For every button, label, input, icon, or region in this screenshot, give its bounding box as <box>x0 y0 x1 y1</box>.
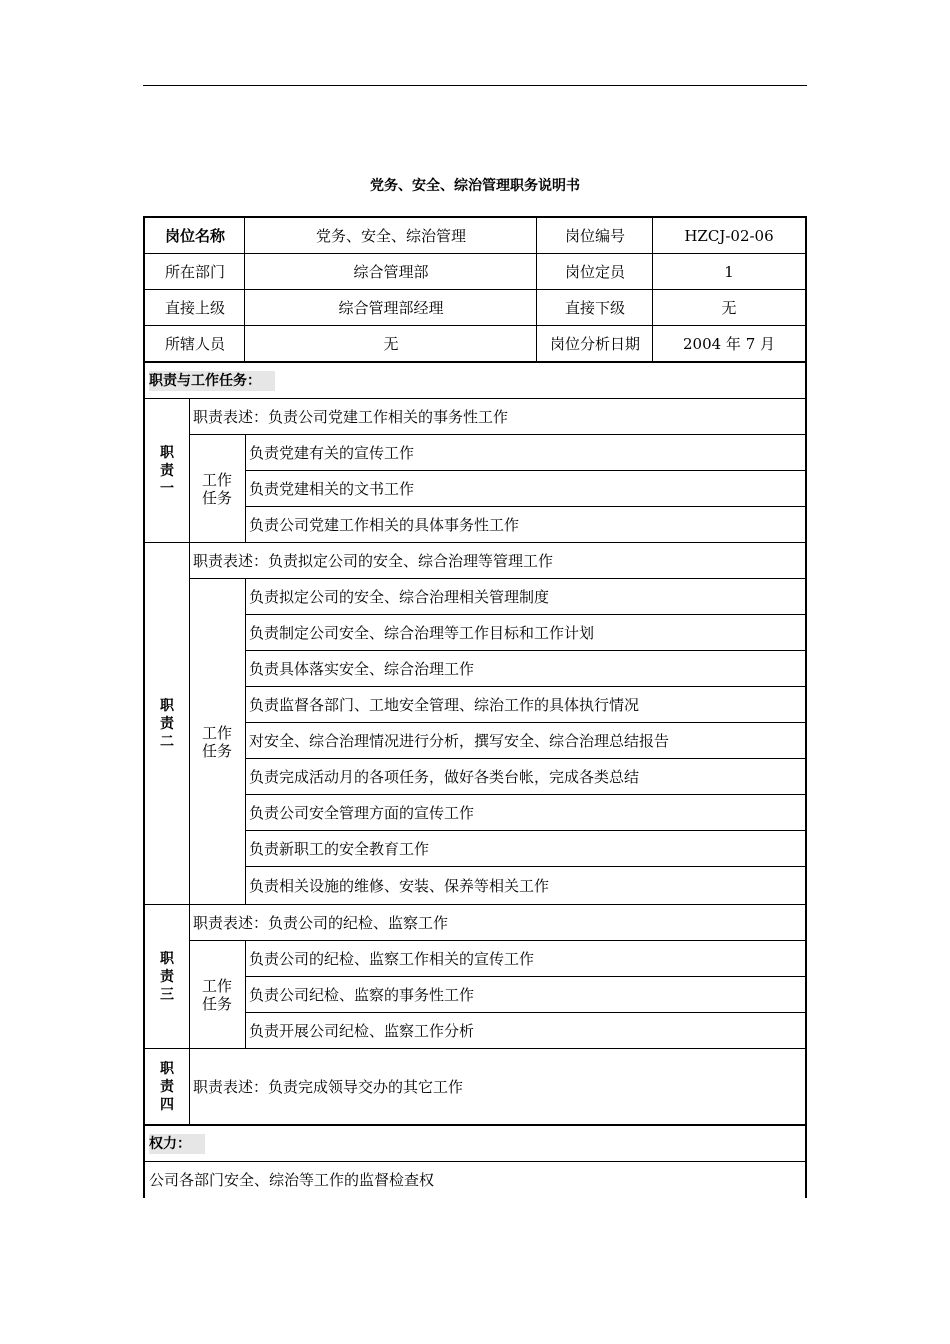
managed-staff-label: 所辖人员 <box>164 335 225 353</box>
authority-header-text: 权力： <box>149 1134 205 1154</box>
grid-line <box>145 361 805 363</box>
grid-line <box>189 434 805 435</box>
grid-line <box>145 1124 805 1126</box>
duty-1-task-label-cell <box>189 435 245 543</box>
grid-line <box>245 470 805 471</box>
duty-1-statement: 职责表述：负责公司党建工作相关的事务性工作 <box>193 408 509 426</box>
duty-2-task-7: 负责公司安全管理方面的宣传工作 <box>249 804 475 822</box>
duty-3-task-3: 负责开展公司纪检、监察工作分析 <box>249 1022 475 1040</box>
analysis-date-value: 2004 年 7 月 <box>682 335 776 353</box>
headcount-label: 岗位定员 <box>564 263 625 281</box>
duty-2-task-label: 工作任务 <box>201 724 232 760</box>
duties-section-header <box>145 363 805 399</box>
department-value: 综合管理部 <box>353 263 429 281</box>
analysis-date-label: 岗位分析日期 <box>549 335 640 353</box>
superior-value: 综合管理部经理 <box>338 299 444 317</box>
superior-label: 直接上级 <box>164 299 225 317</box>
duty-1-task-2: 负责党建相关的文书工作 <box>249 480 415 498</box>
duty-1-task-3: 负责公司党建工作相关的具体事务性工作 <box>249 516 520 534</box>
grid-line <box>245 650 805 651</box>
duty-4-label-cell <box>145 1049 189 1125</box>
grid-line <box>145 904 805 905</box>
managed-staff-value: 无 <box>383 335 399 353</box>
grid-line <box>245 758 805 759</box>
grid-line <box>245 686 805 687</box>
grid-line <box>245 435 246 543</box>
document-title: 党务、安全、综治管理职务说明书 <box>370 178 580 194</box>
grid-line <box>245 794 805 795</box>
grid-line <box>189 940 805 941</box>
duty-1-task-1: 负责党建有关的宣传工作 <box>249 444 415 462</box>
grid-line <box>245 941 246 1049</box>
duty-4-statement: 职责表述：负责完成领导交办的其它工作 <box>193 1078 464 1096</box>
duty-2-task-label-cell <box>189 579 245 905</box>
grid-line <box>536 218 537 363</box>
duty-3-label: 职责三 <box>159 951 174 1003</box>
subordinate-label: 直接下级 <box>564 299 625 317</box>
position-code-label: 岗位编号 <box>564 227 625 245</box>
grid-line <box>145 289 805 290</box>
authority-item-1: 公司各部门安全、综治等工作的监督检查权 <box>149 1171 435 1189</box>
duty-2-task-8: 负责新职工的安全教育工作 <box>249 840 430 858</box>
grid-line <box>245 866 805 867</box>
duty-2-statement: 职责表述：负责拟定公司的安全、综合治理等管理工作 <box>193 552 554 570</box>
grid-line <box>145 1048 805 1049</box>
grid-line <box>145 542 805 543</box>
grid-line <box>245 722 805 723</box>
grid-line <box>244 218 245 363</box>
duty-2-task-1: 负责拟定公司的安全、综合治理相关管理制度 <box>249 588 550 606</box>
job-description-table <box>143 216 807 1198</box>
department-label: 所在部门 <box>164 263 225 281</box>
duty-1-label: 职责一 <box>159 445 174 497</box>
subordinate-value: 无 <box>721 299 737 317</box>
duty-2-label: 职责二 <box>159 698 174 750</box>
duty-3-statement: 职责表述：负责公司的纪检、监察工作 <box>193 914 449 932</box>
position-name-label: 岗位名称 <box>164 227 225 245</box>
duty-2-label-cell <box>145 543 189 905</box>
header-rule <box>143 85 807 86</box>
authority-section-header <box>145 1126 805 1162</box>
grid-line <box>189 578 805 579</box>
duty-2-task-9: 负责相关设施的维修、安装、保养等相关工作 <box>249 877 550 895</box>
grid-line <box>145 253 805 254</box>
grid-line <box>189 399 190 1125</box>
duty-2-task-6: 负责完成活动月的各项任务，做好各类台帐，完成各类总结 <box>249 768 640 786</box>
grid-line <box>245 976 805 977</box>
position-name-value: 党务、安全、综治管理 <box>315 227 466 245</box>
duty-2-task-5: 对安全、综合治理情况进行分析，撰写安全、综合治理总结报告 <box>249 732 670 750</box>
duty-4-label: 职责四 <box>159 1061 174 1113</box>
duty-2-task-4: 负责监督各部门、工地安全管理、综治工作的具体执行情况 <box>249 696 640 714</box>
grid-line <box>145 1161 805 1162</box>
duty-3-task-2: 负责公司纪检、监察的事务性工作 <box>249 986 475 1004</box>
duties-header-text: 职责与工作任务： <box>149 371 275 391</box>
duty-2-task-3: 负责具体落实安全、综合治理工作 <box>249 660 475 678</box>
position-code-value: HZCJ-02-06 <box>684 227 774 245</box>
duty-1-task-label: 工作任务 <box>201 471 232 507</box>
grid-line <box>652 218 653 363</box>
duty-3-task-1: 负责公司的纪检、监察工作相关的宣传工作 <box>249 950 535 968</box>
grid-line <box>245 1012 805 1013</box>
duty-3-task-label-cell <box>189 941 245 1049</box>
duty-2-task-2: 负责制定公司安全、综合治理等工作目标和工作计划 <box>249 624 595 642</box>
grid-line <box>245 506 805 507</box>
grid-line <box>145 325 805 326</box>
duty-1-label-cell <box>145 399 189 543</box>
grid-line <box>245 830 805 831</box>
duty-3-task-label: 工作任务 <box>201 977 232 1013</box>
grid-line <box>245 614 805 615</box>
headcount-value: 1 <box>724 263 734 281</box>
duty-3-label-cell <box>145 905 189 1049</box>
grid-line <box>145 398 805 399</box>
grid-line <box>245 579 246 905</box>
